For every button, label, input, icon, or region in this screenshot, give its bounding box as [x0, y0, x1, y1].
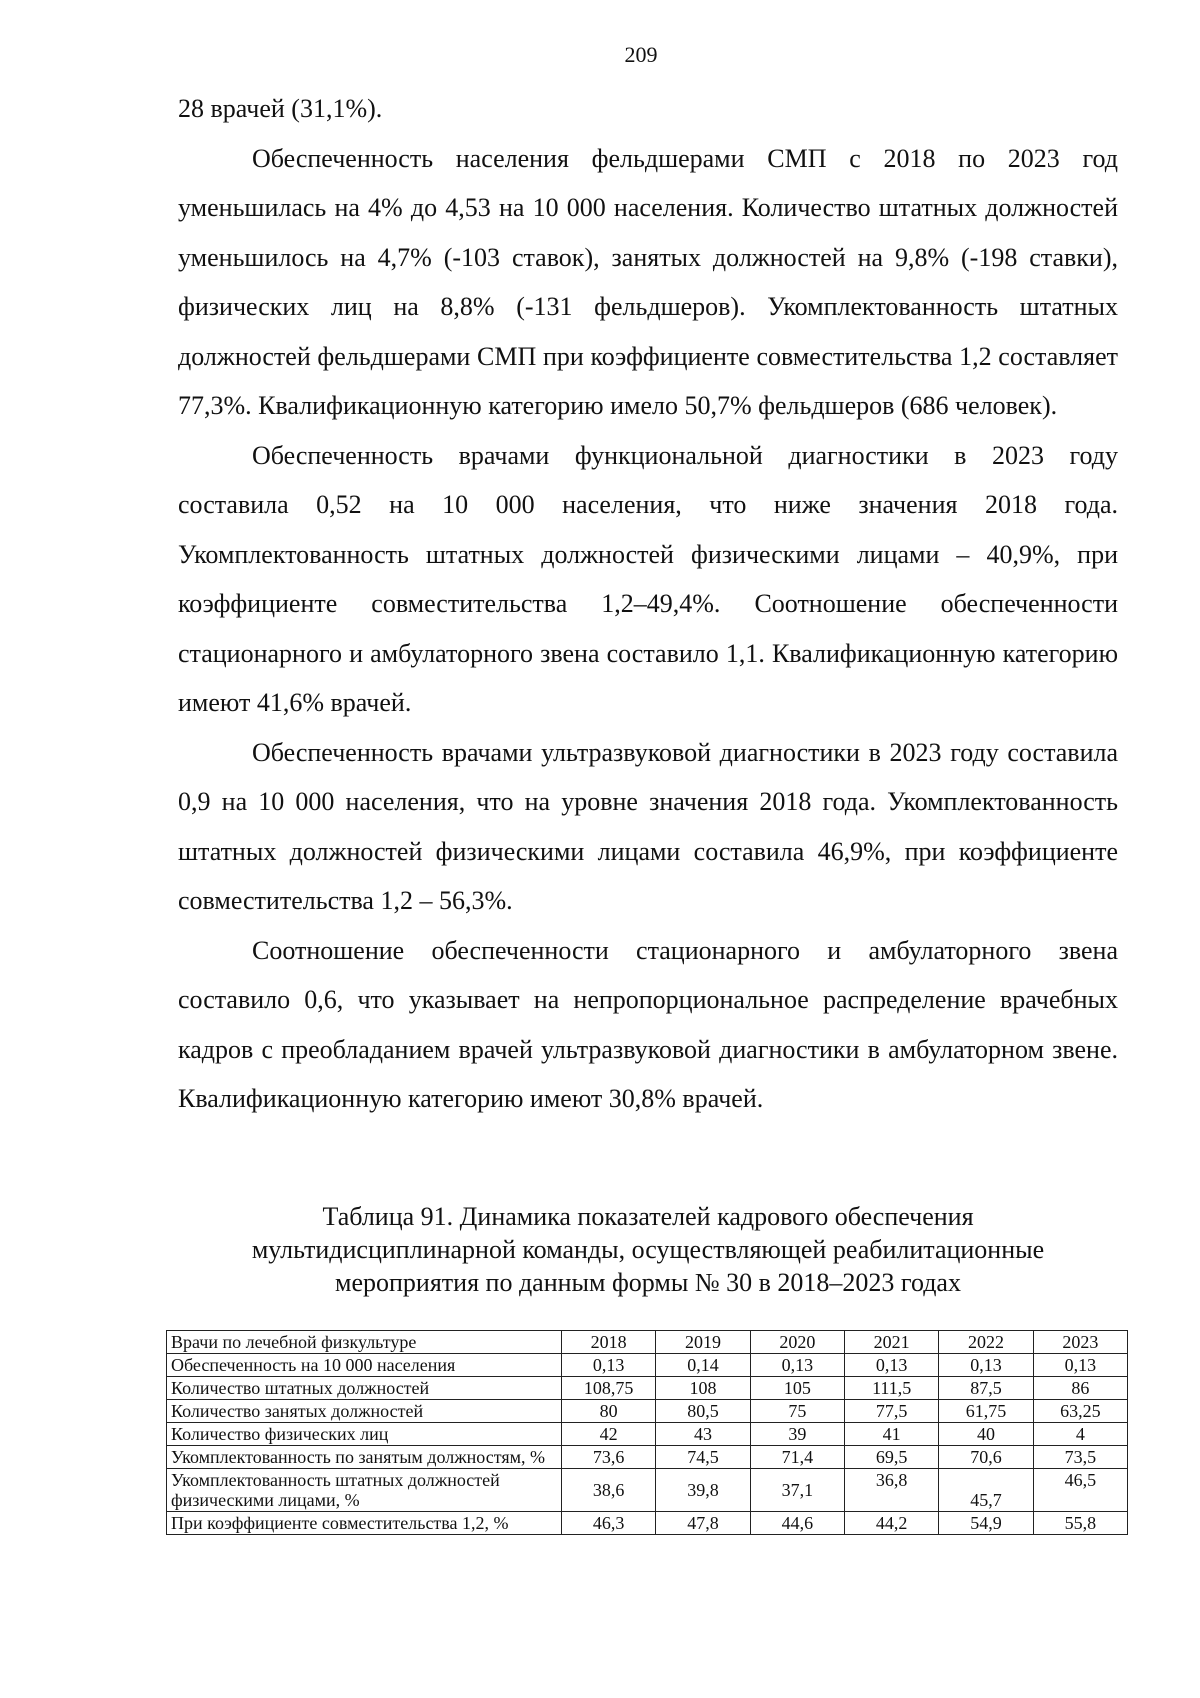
- row-label: При коэффициенте совместительства 1,2, %: [167, 1512, 562, 1535]
- table-cell: 63,25: [1033, 1400, 1127, 1423]
- table-header-row: [167, 1331, 1128, 1354]
- table-cell: 61,75: [939, 1400, 1033, 1423]
- header-cell-year: 2023: [1033, 1331, 1127, 1354]
- table-row: [167, 1446, 1128, 1469]
- header-cell-year: 2022: [939, 1331, 1033, 1354]
- paragraph-functional-diagnostics: Обеспеченность врачами функциональной диагностики в 2023 году составила 0,52 на 10 000 населения, что ниже значения 2018 года. Укомплектованность штатных должностей физическими лицами – 40,9%, при коэффициенте совместительства 1,2–49,4%. Соотношение обеспеченности стационарного и амбулаторного звена составило 1,1. Квалификационную категорию имеют 41,6% врачей.: [178, 440, 1118, 717]
- table-cell: 87,5: [939, 1377, 1033, 1400]
- table-cell: 73,5: [1033, 1446, 1127, 1469]
- table-cell: 55,8: [1033, 1512, 1127, 1535]
- row-label: Обеспеченность на 10 000 населения: [167, 1354, 562, 1377]
- row-label: Укомплектованность штатных должностей физическими лицами, %: [167, 1469, 562, 1512]
- header-cell-year: 2021: [844, 1331, 938, 1354]
- table-cell: 0,13: [1033, 1354, 1127, 1377]
- row-label: Укомплектованность по занятым должностям, %: [167, 1446, 562, 1469]
- table-row: [167, 1354, 1128, 1377]
- table-cell: 73,6: [562, 1446, 656, 1469]
- table-cell: 43: [656, 1423, 750, 1446]
- table-cell: 105: [750, 1377, 844, 1400]
- table-cell: 70,6: [939, 1446, 1033, 1469]
- paragraph-ratio: Соотношение обеспеченности стационарного и амбулаторного звена составило 0,6, что указывает на непропорциональное распределение врачебных кадров с преобладанием врачей ультразвуковой диагностики в амбулаторном звене. Квалификационную категорию имеют 30,8% врачей.: [178, 935, 1118, 1113]
- table-cell: 111,5: [844, 1377, 938, 1400]
- table-cell: 45,7: [939, 1469, 1033, 1512]
- table-cell: 4: [1033, 1423, 1127, 1446]
- paragraph-ultrasound-diagnostics: Обеспеченность врачами ультразвуковой диагностики в 2023 году составила 0,9 на 10 000 населения, что на уровне значения 2018 года. Укомплектованность штатных должностей физическими лицами составила 46,9%, при коэффициенте совместительства 1,2 – 56,3%.: [178, 737, 1118, 915]
- table-cell: 69,5: [844, 1446, 938, 1469]
- table-row: [167, 1423, 1128, 1446]
- table-cell: 75: [750, 1400, 844, 1423]
- page-number: 209: [624, 42, 658, 67]
- row-label: Количество занятых должностей: [167, 1400, 562, 1423]
- table-cell: 0,13: [844, 1354, 938, 1377]
- table-caption: [178, 1200, 1118, 1299]
- header-cell: Врачи по лечебной физкультуре: [167, 1331, 562, 1354]
- table-caption-line: мультидисциплинарной команды, осуществляющей реабилитационные: [251, 1235, 1045, 1264]
- table-row: [167, 1377, 1128, 1400]
- table-cell: 0,13: [939, 1354, 1033, 1377]
- table-cell: 44,2: [844, 1512, 938, 1535]
- table-cell: 42: [562, 1423, 656, 1446]
- table-cell: 80: [562, 1400, 656, 1423]
- table-cell: 38,6: [562, 1469, 656, 1512]
- table-cell: 39,8: [656, 1469, 750, 1512]
- table-cell: 46,5: [1033, 1469, 1127, 1512]
- table-cell: 37,1: [750, 1469, 844, 1512]
- table-row: [167, 1512, 1128, 1535]
- table-cell: 47,8: [656, 1512, 750, 1535]
- table-cell: 39: [750, 1423, 844, 1446]
- table-cell: 0,13: [750, 1354, 844, 1377]
- table-row: [167, 1400, 1128, 1423]
- row-label: Количество физических лиц: [167, 1423, 562, 1446]
- table-cell: 44,6: [750, 1512, 844, 1535]
- table-cell: 36,8: [844, 1469, 938, 1512]
- header-cell-year: 2020: [750, 1331, 844, 1354]
- table-cell: 80,5: [656, 1400, 750, 1423]
- table-cell: 108,75: [562, 1377, 656, 1400]
- table-cell: 71,4: [750, 1446, 844, 1469]
- table-row: [167, 1469, 1128, 1512]
- table-cell: 0,13: [562, 1354, 656, 1377]
- table-cell: 77,5: [844, 1400, 938, 1423]
- header-cell-year: 2018: [562, 1331, 656, 1354]
- staffing-table: [166, 1330, 1128, 1535]
- table-cell: 46,3: [562, 1512, 656, 1535]
- header-cell-year: 2019: [656, 1331, 750, 1354]
- body-text: [178, 84, 1118, 1124]
- table-cell: 108: [656, 1377, 750, 1400]
- table-caption-line: Таблица 91. Динамика показателей кадрового обеспечения: [322, 1202, 974, 1231]
- paragraph-feldshers: Обеспеченность населения фельдшерами СМП с 2018 по 2023 год уменьшилась на 4% до 4,53 на 10 000 населения. Количество штатных должностей уменьшилось на 4,7% (-103 ставок), занятых должностей на 9,8% (-198 ставки), физических лиц на 8,8% (-131 фельдшеров). Укомплектованность штатных должностей фельдшерами СМП при коэффициенте совместительства 1,2 составляет 77,3%. Квалификационную категорию имело 50,7% фельдшеров (686 человек).: [178, 143, 1118, 420]
- paragraph-continuation: 28 врачей (31,1%).: [178, 94, 383, 123]
- table-caption-line: мероприятия по данным формы № 30 в 2018–2023 годах: [335, 1268, 961, 1297]
- table-cell: 54,9: [939, 1512, 1033, 1535]
- table-cell: 86: [1033, 1377, 1127, 1400]
- table-cell: 40: [939, 1423, 1033, 1446]
- table-cell: 74,5: [656, 1446, 750, 1469]
- table-cell: 0,14: [656, 1354, 750, 1377]
- table-cell: 41: [844, 1423, 938, 1446]
- row-label: Количество штатных должностей: [167, 1377, 562, 1400]
